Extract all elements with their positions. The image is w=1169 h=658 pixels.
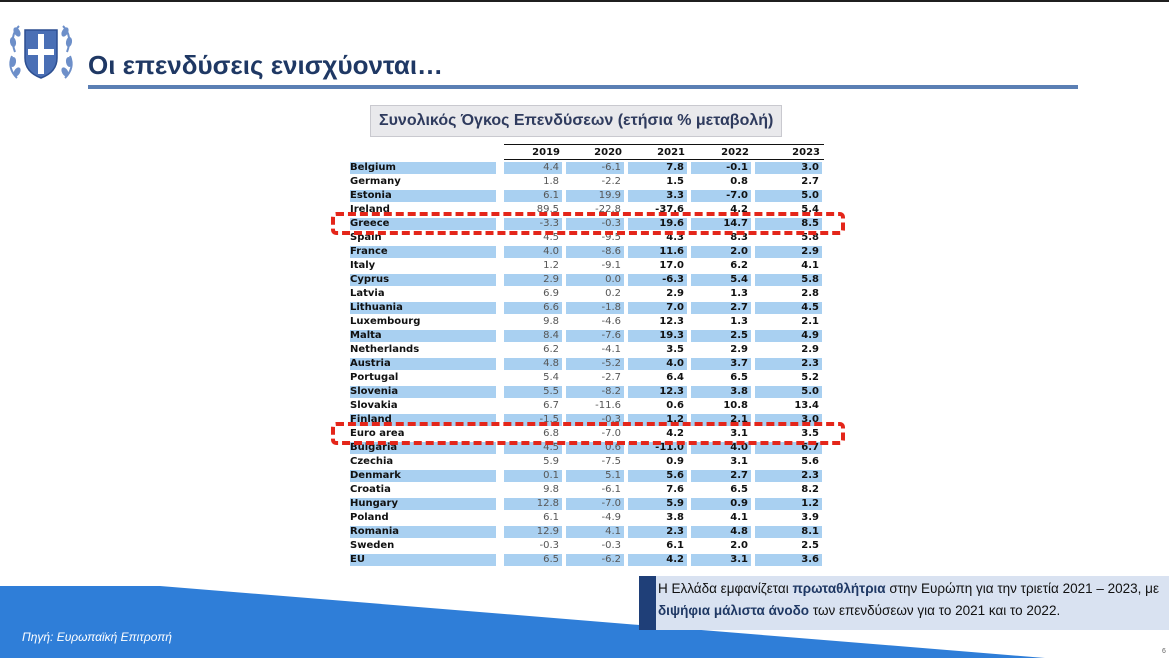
note-text-part2: στην Ευρώπη για την τριετία 2021 – 2023, με: [885, 581, 1159, 596]
country-name: Hungary: [350, 498, 496, 510]
value-cell: 13.4: [794, 400, 819, 411]
value-cell: 8.5: [755, 218, 822, 230]
value-cell: 5.9: [543, 456, 559, 467]
value-cell: 17.0: [659, 260, 684, 271]
country-name: Finland: [350, 414, 496, 426]
value-cell: 2.5: [691, 330, 751, 342]
country-name: Greece: [350, 218, 496, 230]
value-cell: 3.5: [666, 344, 684, 355]
value-cell: 0.6: [666, 400, 684, 411]
value-cell: 5.0: [755, 386, 822, 398]
value-cell: -6.2: [566, 554, 624, 566]
country-name: Croatia: [350, 484, 391, 495]
value-cell: -11.0: [628, 442, 687, 454]
value-cell: 7.6: [666, 484, 684, 495]
value-cell: 3.1: [730, 456, 748, 467]
country-name: France: [350, 246, 496, 258]
note-callout: [639, 576, 1169, 630]
value-cell: 0.2: [605, 288, 621, 299]
value-cell: 4.3: [666, 232, 684, 243]
country-name: Latvia: [350, 288, 385, 299]
value-cell: -22.8: [595, 204, 621, 215]
value-cell: -0.3: [601, 540, 621, 551]
country-name: Slovakia: [350, 400, 398, 411]
value-cell: 2.0: [730, 540, 748, 551]
value-cell: 5.6: [628, 470, 687, 482]
country-name: Italy: [350, 260, 376, 271]
value-cell: 1.2: [628, 414, 687, 426]
value-cell: 4.9: [755, 330, 822, 342]
country-name: Denmark: [350, 470, 496, 482]
country-name: EU: [350, 554, 496, 566]
value-cell: 5.8: [801, 232, 819, 243]
value-cell: 19.3: [628, 330, 687, 342]
value-cell: 5.6: [801, 456, 819, 467]
value-cell: -7.0: [691, 190, 751, 202]
value-cell: 9.8: [543, 484, 559, 495]
value-cell: 2.7: [801, 176, 819, 187]
value-cell: -7.5: [601, 456, 621, 467]
value-cell: 4.0: [504, 246, 562, 258]
value-cell: -6.3: [628, 274, 687, 286]
country-name: Sweden: [350, 540, 395, 551]
value-cell: -9.1: [601, 260, 621, 271]
value-cell: -37.6: [655, 204, 684, 215]
value-cell: -2.7: [601, 372, 621, 383]
value-cell: 2.9: [755, 246, 822, 258]
value-cell: 6.1: [666, 540, 684, 551]
value-cell: 9.8: [543, 316, 559, 327]
value-cell: 3.5: [801, 428, 819, 439]
value-cell: 1.3: [730, 288, 748, 299]
value-cell: 7.8: [628, 162, 687, 174]
value-cell: 2.7: [691, 302, 751, 314]
value-cell: 6.7: [543, 400, 559, 411]
value-cell: 7.0: [628, 302, 687, 314]
value-cell: -7.6: [566, 330, 624, 342]
value-cell: -0.3: [566, 218, 624, 230]
value-cell: -7.0: [601, 428, 621, 439]
value-cell: 4.8: [691, 526, 751, 538]
country-name: Netherlands: [350, 344, 420, 355]
value-cell: 1.3: [730, 316, 748, 327]
value-cell: 6.9: [543, 288, 559, 299]
country-name: Austria: [350, 358, 496, 370]
value-cell: 8.4: [504, 330, 562, 342]
value-cell: 3.9: [801, 512, 819, 523]
value-cell: 5.5: [504, 386, 562, 398]
value-cell: 1.5: [666, 176, 684, 187]
value-cell: -8.2: [566, 386, 624, 398]
value-cell: -5.2: [566, 358, 624, 370]
column-header: 2022: [721, 147, 749, 158]
value-cell: 0.6: [566, 442, 624, 454]
value-cell: 8.3: [730, 232, 748, 243]
value-cell: 2.3: [755, 358, 822, 370]
page-number: 6: [1162, 648, 1166, 655]
value-cell: 4.8: [504, 358, 562, 370]
value-cell: 5.4: [801, 204, 819, 215]
value-cell: 2.0: [691, 246, 751, 258]
value-cell: 1.2: [543, 260, 559, 271]
value-cell: 3.1: [691, 554, 751, 566]
value-cell: 6.8: [543, 428, 559, 439]
value-cell: 0.0: [566, 274, 624, 286]
value-cell: 14.7: [691, 218, 751, 230]
value-cell: 0.9: [666, 456, 684, 467]
value-cell: 5.0: [755, 190, 822, 202]
country-name: Spain: [350, 232, 382, 243]
value-cell: 6.1: [543, 512, 559, 523]
value-cell: 89.5: [536, 204, 559, 215]
value-cell: 2.3: [755, 470, 822, 482]
value-cell: 0.9: [691, 498, 751, 510]
value-cell: 4.0: [628, 358, 687, 370]
value-cell: 2.5: [801, 540, 819, 551]
value-cell: 5.1: [566, 470, 624, 482]
value-cell: 4.5: [543, 232, 559, 243]
value-cell: 4.4: [504, 162, 562, 174]
value-cell: -4.9: [601, 512, 621, 523]
value-cell: 6.7: [755, 442, 822, 454]
column-header: 2023: [792, 147, 820, 158]
value-cell: -6.1: [601, 484, 621, 495]
note-text-part3: των επενδύσεων για το 2021 και το 2022.: [809, 603, 1061, 618]
note-text-bold1: πρωταθλήτρια: [792, 581, 886, 596]
value-cell: 5.4: [543, 372, 559, 383]
column-header: 2021: [657, 147, 685, 158]
value-cell: 4.0: [691, 442, 751, 454]
value-cell: 8.1: [755, 526, 822, 538]
country-name: Czechia: [350, 456, 394, 467]
value-cell: 2.9: [504, 274, 562, 286]
value-cell: 6.5: [504, 554, 562, 566]
value-cell: -0.3: [566, 414, 624, 426]
value-cell: 6.5: [730, 484, 748, 495]
country-name: Romania: [350, 526, 496, 538]
value-cell: 5.2: [801, 372, 819, 383]
value-cell: 6.1: [504, 190, 562, 202]
value-cell: -9.5: [601, 232, 621, 243]
value-cell: 2.9: [801, 344, 819, 355]
value-cell: 3.8: [691, 386, 751, 398]
value-cell: 1.2: [755, 498, 822, 510]
country-name: Luxembourg: [350, 316, 421, 327]
value-cell: 3.0: [755, 414, 822, 426]
value-cell: 3.0: [755, 162, 822, 174]
value-cell: -4.1: [601, 344, 621, 355]
value-cell: 4.5: [504, 442, 562, 454]
country-name: Cyprus: [350, 274, 496, 286]
page-title: Οι επενδύσεις ενισχύονται…: [88, 50, 444, 80]
value-cell: 5.9: [628, 498, 687, 510]
value-cell: 4.1: [801, 260, 819, 271]
value-cell: -7.0: [566, 498, 624, 510]
value-cell: -0.1: [691, 162, 751, 174]
value-cell: 2.1: [691, 414, 751, 426]
value-cell: -1.5: [504, 414, 562, 426]
note-text: [656, 576, 1169, 630]
value-cell: -4.6: [601, 316, 621, 327]
note-text-part1: Η Ελλάδα εμφανίζεται: [658, 581, 793, 596]
value-cell: 2.1: [801, 316, 819, 327]
value-cell: 12.3: [628, 386, 687, 398]
value-cell: 19.9: [566, 190, 624, 202]
value-cell: -1.8: [566, 302, 624, 314]
note-accent-bar: [639, 576, 656, 630]
country-name: Poland: [350, 512, 389, 523]
value-cell: 12.3: [659, 316, 684, 327]
value-cell: 2.9: [730, 344, 748, 355]
value-cell: -6.1: [566, 162, 624, 174]
value-cell: 2.7: [691, 470, 751, 482]
value-cell: 3.8: [666, 512, 684, 523]
value-cell: 3.7: [691, 358, 751, 370]
value-cell: 3.1: [730, 428, 748, 439]
value-cell: 4.5: [755, 302, 822, 314]
country-name: Euro area: [350, 428, 405, 439]
value-cell: -8.6: [566, 246, 624, 258]
value-cell: 2.3: [628, 526, 687, 538]
value-cell: 4.1: [566, 526, 624, 538]
country-name: Bulgaria: [350, 442, 496, 454]
country-name: Ireland: [350, 204, 390, 215]
value-cell: 12.8: [504, 498, 562, 510]
value-cell: 2.8: [801, 288, 819, 299]
country-name: Germany: [350, 176, 401, 187]
value-cell: 1.8: [543, 176, 559, 187]
table-title: Συνολικός Όγκος Επενδύσεων (ετήσια % μεταβολή): [370, 105, 782, 137]
value-cell: 8.2: [801, 484, 819, 495]
source-label: Πηγή: Ευρωπαϊκή Επιτροπή: [22, 630, 172, 644]
value-cell: -0.3: [539, 540, 559, 551]
column-header: 2020: [594, 147, 622, 158]
country-name: Portugal: [350, 372, 399, 383]
value-cell: 11.6: [628, 246, 687, 258]
country-name: Belgium: [350, 162, 496, 174]
value-cell: 6.5: [730, 372, 748, 383]
value-cell: 0.8: [730, 176, 748, 187]
value-cell: 6.6: [504, 302, 562, 314]
country-name: Slovenia: [350, 386, 496, 398]
value-cell: 2.9: [666, 288, 684, 299]
note-text-bold2: διψήφια μάλιστα άνοδο: [658, 603, 810, 618]
value-cell: 3.3: [628, 190, 687, 202]
country-name: Malta: [350, 330, 496, 342]
value-cell: 6.2: [730, 260, 748, 271]
value-cell: 5.4: [691, 274, 751, 286]
value-cell: 19.6: [628, 218, 687, 230]
value-cell: 6.2: [543, 344, 559, 355]
value-cell: -3.3: [504, 218, 562, 230]
value-cell: 6.4: [666, 372, 684, 383]
value-cell: 4.2: [730, 204, 748, 215]
value-cell: 4.2: [666, 428, 684, 439]
value-cell: 4.1: [730, 512, 748, 523]
value-cell: 10.8: [723, 400, 748, 411]
value-cell: 12.9: [504, 526, 562, 538]
country-name: Estonia: [350, 190, 496, 202]
value-cell: 3.6: [755, 554, 822, 566]
value-cell: 5.8: [755, 274, 822, 286]
value-cell: 0.1: [504, 470, 562, 482]
value-cell: -2.2: [601, 176, 621, 187]
column-header: 2019: [532, 147, 560, 158]
value-cell: 4.2: [628, 554, 687, 566]
value-cell: -11.6: [595, 400, 621, 411]
country-name: Lithuania: [350, 302, 496, 314]
